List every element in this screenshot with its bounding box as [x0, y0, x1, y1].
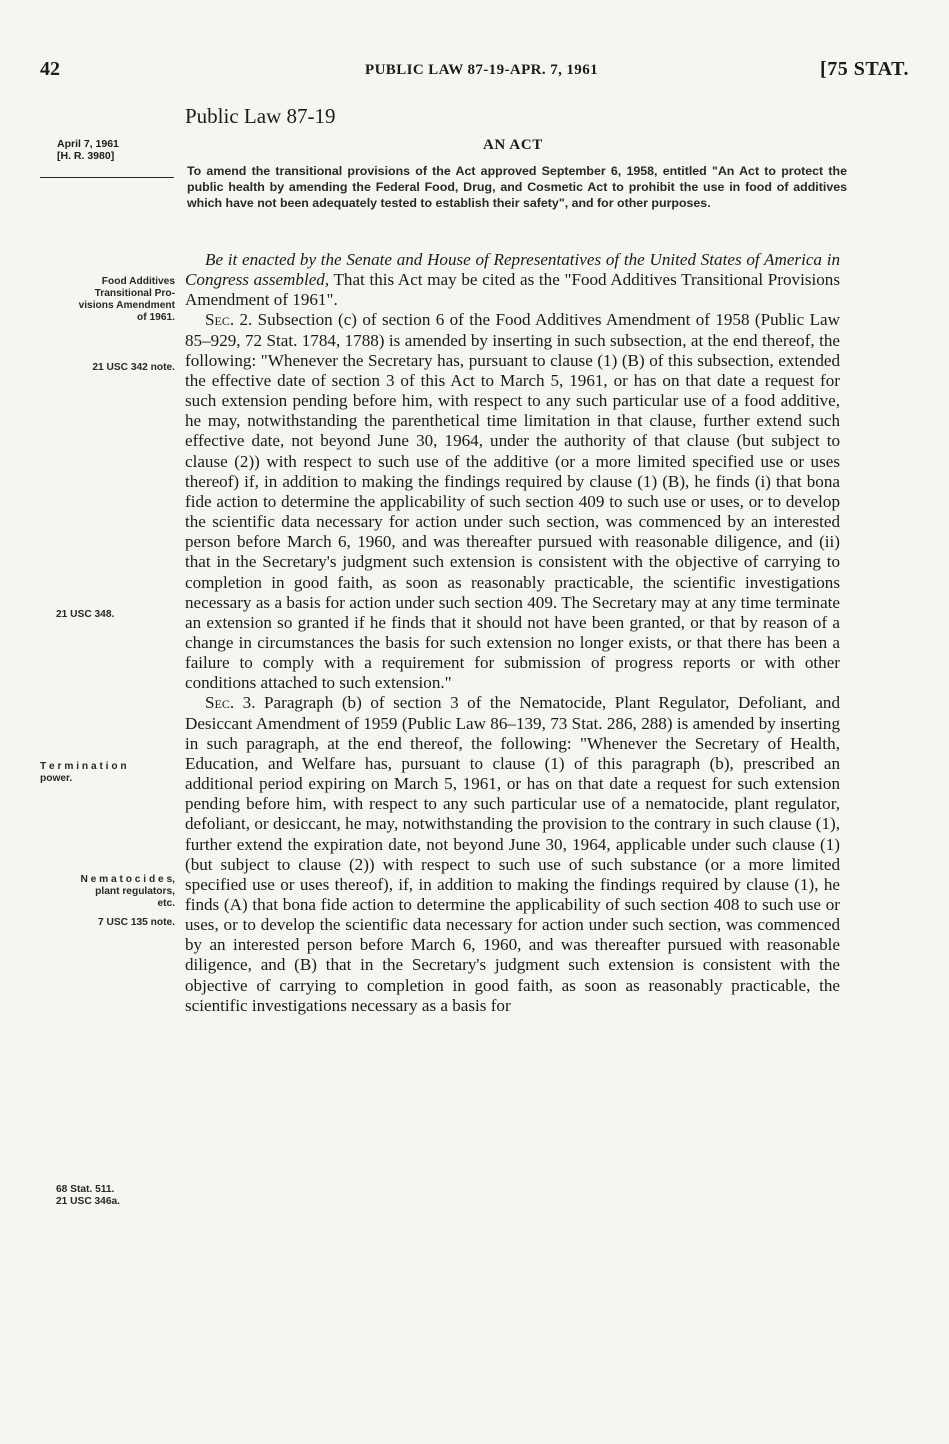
margin-note-termination: T e r m i n a t i o n power. [40, 761, 127, 784]
sidenote-rule [40, 177, 174, 178]
section-3-label: Sec. 3. [205, 693, 256, 713]
section-3-text: Paragraph (b) of section 3 of the Nematocide, Plant Regulator, Defoliant, and Desiccant Amendment of 1959 (Public Law 86–139, 73 Stat. 286, 288) is amended by inserting in such paragraph, at the end thereof, the following: "Whenever the Secretary of Health, Education, and Welfare has, pursuant to clause (1) of this paragraph (b), prescribed an additional period expiring on March 5, 1961, or has on that date a request for such extension pending before him, with respect to any such particular use of a nematocide, plant regulator, defoliant, or desiccant, he may, notwithstanding the provision to the contrary in such clause (1), further extend the expiration date, not beyond June 30, 1964, applicable under such clause (1) (but subject to clause (2)) with respect to such use of such substance (or a more limited specified use or uses thereof), if, in addition to making the findings required by clause (1), he finds (A) that bona fide action to determine the applicability of such section 408 to such use or uses, or to develop the scientific data necessary for action under such section, was commenced by an interested person before March 6, 1960, and was thereafter pursued with reasonable diligence, and (B) that in the Secretary's judgment such extension is consistent with the objective of carrying to completion in good faith, as soon as reasonably practicable, the scientific investigations necessary as a basis for [185, 693, 840, 1015]
section-2-label: Sec. 2. [205, 310, 253, 330]
margin-note-nematocides: N e m a t o c i d e s, plant regulators, etc. [80, 874, 175, 909]
public-law-heading: Public Law 87-19 [185, 104, 336, 128]
stat-reference: [75 STAT. [820, 58, 909, 80]
section-3 [185, 693, 840, 1016]
section-2-text: Subsection (c) of section 6 of the Food Additives Amendment of 1958 (Public Law 85–929, 72 Stat. 1784, 1788) is amended by inserting in such subsection, at the end thereof, the following: "Whenever the Secretary has, pursuant to clause (1) (B) of this subsection, extended the effective date of section 3 of this Act to March 5, 1961, or has on that date a request for such extension pending before him, with respect to any such particular use of a food additive, he may, notwithstanding the parenthetical time limitation in that clause, further extend such effective date, not beyond June 30, 1964, under the authority of that clause (but subject to clause (2)) with respect to such use of the additive (or a more limited specified use or uses thereof) if, in addition to making the findings required by clause (1) (B), he finds (i) that bona fide action to determine the applicability of such section 409 to such use or uses, or to develop the scientific data necessary for action under such section, was commenced by an interested person before March 6, 1960, and was thereafter pursued with reasonable diligence, and (ii) that in the Secretary's judgment such extension is consistent with the objective of carrying to completion in good faith, as soon as reasonably practicable, the scientific investigations necessary as a basis for action under such section 409. The Secretary may at any time terminate an extension so granted if he finds that it should not have been granted, or that by reason of a change in circumstances the basis for such extension no longer exists, or that there has been a failure to comply with a requirement for submission of progress reports or with other conditions attached to such extension." [185, 310, 840, 693]
margin-note-usc-346a: 68 Stat. 511. 21 USC 346a. [56, 1184, 120, 1207]
margin-note-short-title: Food Additives Transitional Pro- visions Amendment of 1961. [78, 276, 175, 323]
section-1-text: That this Act may be cited as the "Food Additives Transitional Provisions Amendment of 1961". [185, 270, 840, 310]
enacting-paragraph [185, 250, 840, 310]
enacting-clause: Be it enacted by the Senate and House of Representatives of the United States of America in Congress assembled, [185, 250, 840, 290]
running-title: PUBLIC LAW 87-19-APR. 7, 1961 [365, 62, 598, 78]
margin-note-usc-348: 21 USC 348. [56, 609, 115, 620]
page-number: 42 [40, 58, 60, 80]
act-body [185, 250, 840, 1016]
enactment-sidenote [57, 138, 119, 162]
running-head [40, 58, 909, 86]
section-2 [185, 310, 840, 693]
enactment-date: April 7, 1961 [57, 138, 119, 150]
margin-note-usc-342: 21 USC 342 note. [92, 362, 175, 373]
bill-number: [H. R. 3980] [57, 150, 115, 162]
act-label: AN ACT [483, 137, 543, 153]
margin-note-usc-135: 7 USC 135 note. [98, 917, 175, 928]
act-long-title: To amend the transitional provisions of the Act approved September 6, 1958, entitled "An Act to protect the public health by amending the Federal Food, Drug, and Cosmetic Act to prohibit the use in food of additives which have not been adequately tested to establish their safety", and for other purposes. [187, 164, 847, 210]
